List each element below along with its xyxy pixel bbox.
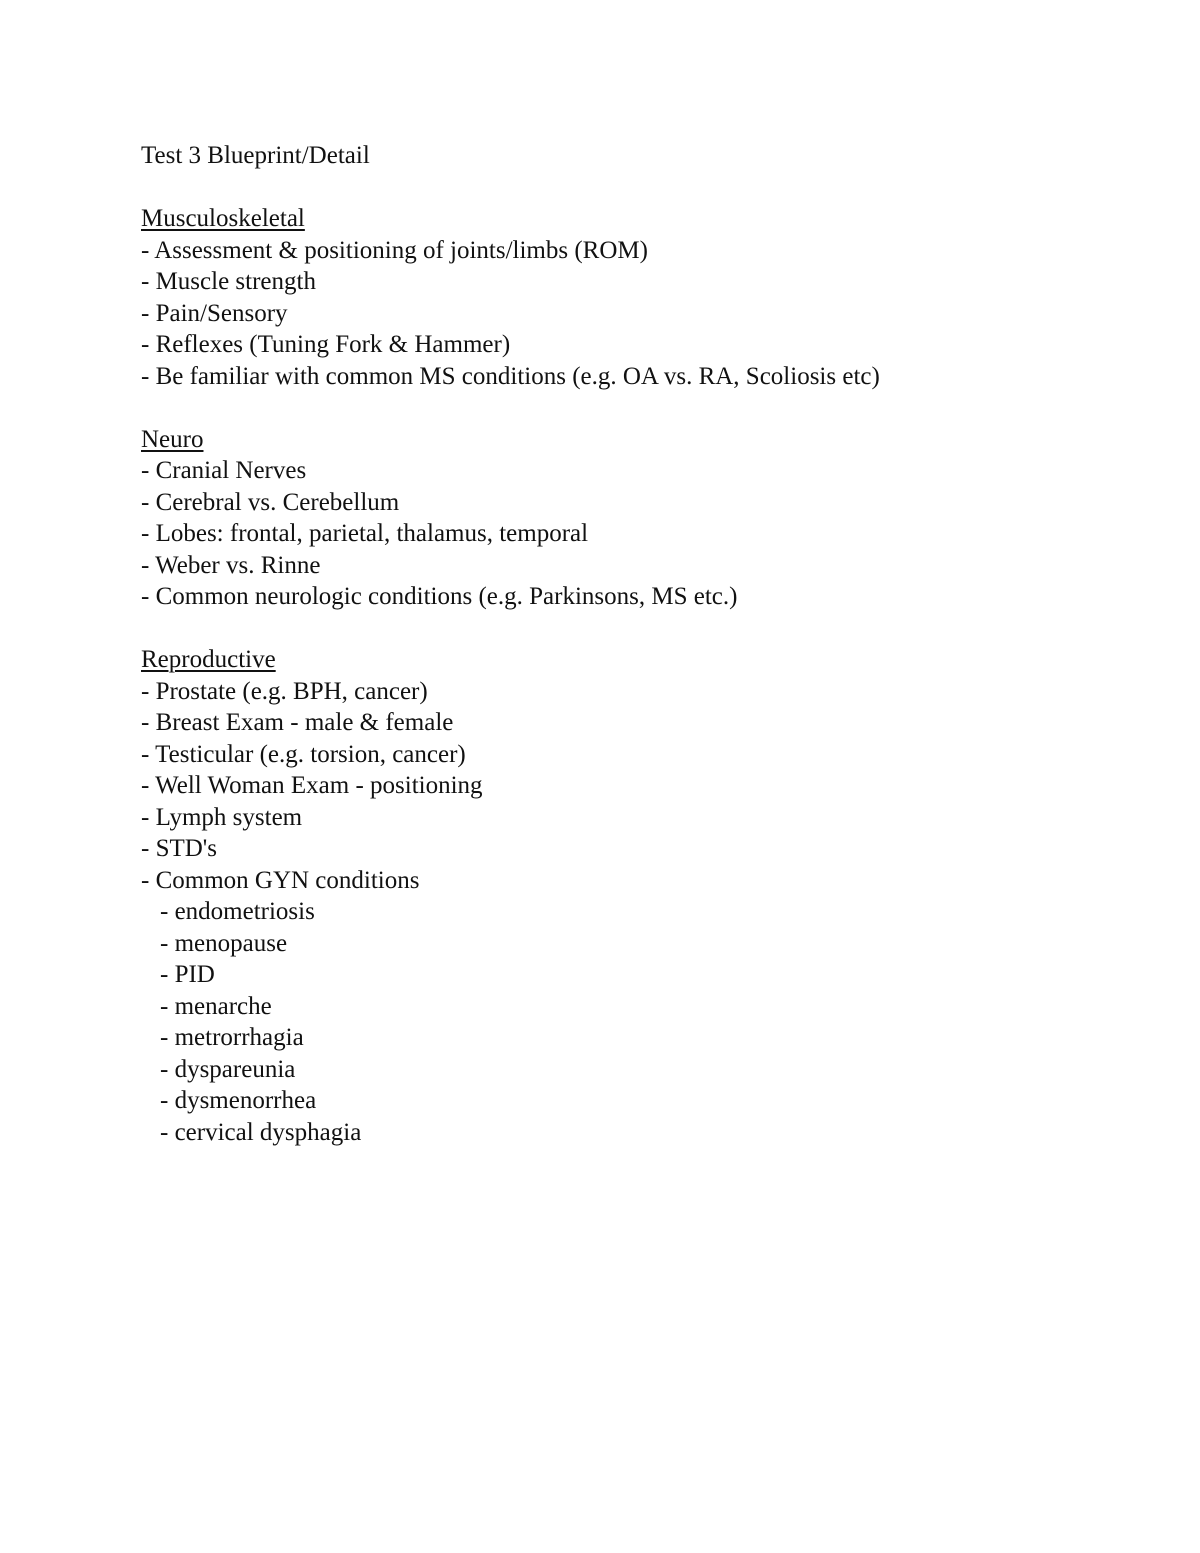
list-item: - Reflexes (Tuning Fork & Hammer)	[141, 331, 511, 358]
sub-list-item: - menarche	[160, 992, 272, 1020]
list-item: - Lymph system	[141, 803, 303, 831]
list-item: - Muscle strength	[141, 268, 316, 295]
section-heading: Musculoskeletal	[141, 205, 305, 232]
sub-list-item: - endometriosis	[160, 898, 315, 925]
list-item: - Be familiar with common MS conditions (e.g. OA vs. RA, Scoliosis etc)	[141, 362, 880, 390]
list-item: - Cerebral vs. Cerebellum	[141, 488, 400, 516]
sub-list-item: - PID	[160, 961, 215, 988]
list-item: - Lobes: frontal, parietal, thalamus, temporal	[141, 520, 589, 547]
sub-list-item: - metrorrhagia	[160, 1024, 304, 1051]
list-item: - Testicular (e.g. torsion, cancer)	[141, 740, 466, 768]
section-musculoskeletal	[141, 203, 1141, 392]
list-item: - Cranial Nerves	[141, 457, 307, 484]
section-heading: Reproductive	[141, 646, 276, 673]
list-item: - Assessment & positioning of joints/limbs (ROM)	[141, 236, 648, 264]
list-item: - Well Woman Exam - positioning	[141, 772, 483, 799]
section-reproductive	[141, 644, 1141, 1148]
sub-list-item: - dysmenorrhea	[160, 1087, 317, 1114]
list-item: - Pain/Sensory	[141, 299, 288, 327]
list-item: - Common neurologic conditions (e.g. Parkinsons, MS etc.)	[141, 583, 738, 610]
sub-list-item: - cervical dysphagia	[160, 1118, 362, 1146]
list-item: - Weber vs. Rinne	[141, 551, 321, 579]
list-item: - Breast Exam - male & female	[141, 709, 454, 736]
sub-list-item: - dyspareunia	[160, 1055, 296, 1083]
document-page	[141, 140, 1141, 1148]
list-item: - Prostate (e.g. BPH, cancer)	[141, 677, 428, 705]
list-item: - Common GYN conditions	[141, 866, 420, 894]
section-neuro	[141, 424, 1141, 613]
section-heading: Neuro	[141, 425, 204, 453]
list-item: - STD's	[141, 835, 218, 862]
sub-list-item: - menopause	[160, 929, 288, 957]
document-title: Test 3 Blueprint/Detail	[141, 142, 370, 169]
